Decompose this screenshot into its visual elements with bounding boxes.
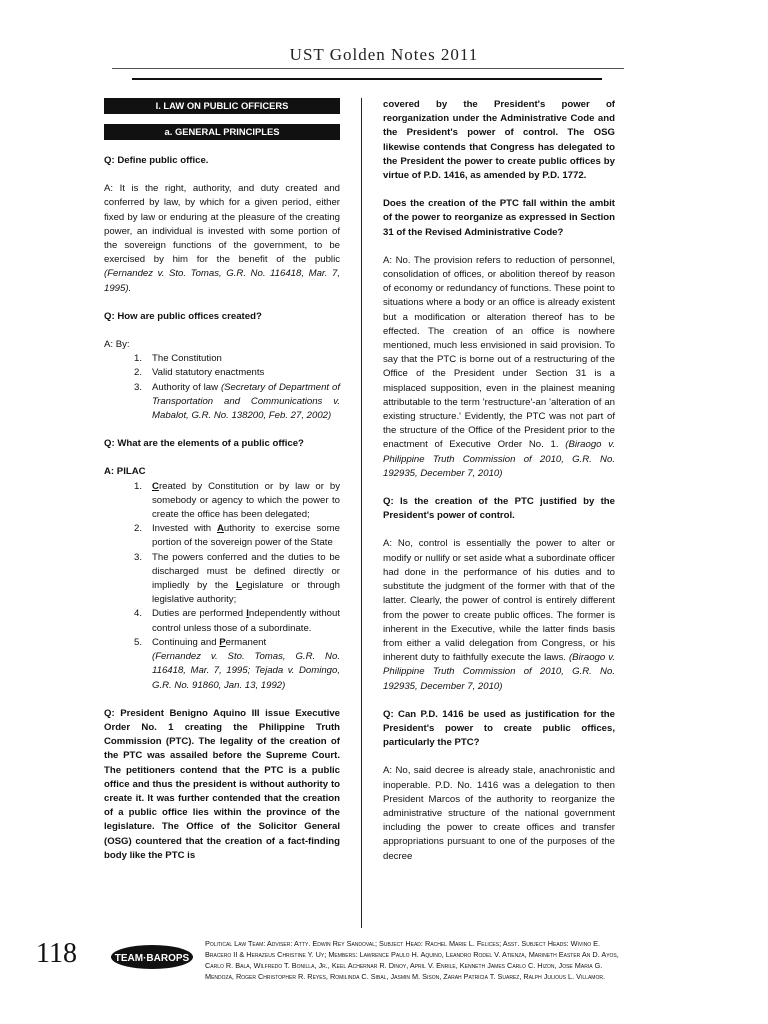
list-item: 3. The powers conferred and the duties to be discharged must be defined directly or impliedly by the Legislature or through legislative authority; [133,551,340,606]
elements-list [104,480,340,650]
list-item: 5. Continuing and Permanent [133,636,267,648]
question-ptc-continued: covered by the President's power of reorganization under the Administrative Code and the President's power of control. The OSG likewise contends that Congress has delegated to the President the power to create public offices by virtue of P.D. 1416, as amended by P.D. 1772. [383,99,615,182]
creation-list [104,352,340,423]
page-number: 118 [36,938,77,969]
answer-intro: A: PILAC [104,466,146,478]
question-pd-1416: Q: Can P.D. 1416 be used as justification for the President's power to create public offices, particularly the PTC? [383,708,615,749]
question-define-public-office: Q: Define public office. [104,155,209,166]
question-reorganize: Does the creation of the PTC fall within the ambit of the power to reorganize as expressed in Section 31 of the Revised Administrative Code? [383,198,615,238]
running-header: UST Golden Notes 2011 [289,45,479,64]
subsection-banner: a. GENERAL PRINCIPLES [104,124,340,140]
list-item: 1. Created by Constitution or by law or by somebody or agency to which the power to create the office has been delegated; [133,480,340,521]
team-credits: Political Law Team: Adviser: Atty. Edwin Rey Sandoval; Subject Head: Rachel Marie L. Felices; Asst. Subject Heads: Wivino E. Bracero II & Herazeus Christine Y. Uy; Members: Lawrence Paulo H. Aquino, Leandro Rodel V. Atienza, Marineth Easter An D. Ayos, Carlo R. Bala, Wilfredo T. Bonilla, Jr., Keel Achernar R. Dinoy, April V. Enrile, Kenneth James Carlo C. Hizon, Jose Maria G. Mendoza, Roger Christopher R. Reyes, Romilinda C. Sibal, Jasmin M. Sison, Zarah Patricia T. Suarez, Ralph Julious L. Villamor. [205,939,619,981]
question-elements: Q: What are the elements of a public office? [104,438,304,450]
left-column [104,98,340,877]
column-divider [361,98,362,928]
list-item: 4. Duties are performed Independently without control unless those of a subordinate. [133,608,341,634]
barops-logo-icon [110,944,194,970]
answer-reorganize: A: No. The provision refers to reduction of personnel, consolidation of offices, or abolition thereof by reason of economy or redundancy of functions. These point to situations where a body or an office is already existent but a modification or alteration thereof has to be effected. The creation of an office is nowhere mentioned, much less envisioned in said provision. To say that the PTC is borne out of a restructuring of the Office of the President under Section 31 is a misplaced supposition, even in the plainest meaning attributable to the term 'restructure'-an 'alteration of an existing structure.' Evidently, the PTC was not part of the structure of the Office of the President prior to the enactment of Executive Order No. 1. (Biraogo v. Philippine Truth Commission of 2010, G.R. No. 192935, December 7, 2010) [383,254,615,479]
right-column [383,98,615,864]
list-item: 2. Invested with Authority to exercise some portion of the sovereign power of the State [133,523,340,549]
list-item: 3. Authority of law (Secretary of Department of Transportation and Communications v. Mabalot, G.R. No. 138200, Feb. 27, 2002) [133,381,340,422]
question-how-created: Q: How are public offices created? [104,310,262,322]
question-ptc: Q: President Benigno Aquino III issue Executive Order No. 1 creating the Philippine Truth Commission (PTC). The legality of the creation of the PTC was assailed before the Supreme Court. The petitioners contend that the PTC is a public office and thus the president is without authority to create it. It was further contended that the creation of a public office lies within the province of the legislature. The Office of the Solicitor General (OSG) countered that the creation of a fact-finding body like the PTC is [104,707,340,861]
answer-define-public-office: A: It is the right, authority, and duty created and conferred by law, by which for a given period, either fixed by law or enduring at the pleasure of the creating power, an individual is invested with some portion of the sovereign functions of the government, to be exercised by him for the benefit of the public (Fernandez v. Sto. Tomas, G.R. No. 116418, Mar. 7, 1995). [104,183,340,294]
list-item: 2. Valid statutory enactments [133,367,265,379]
header-rule [112,68,624,69]
answer-intro: A: By: [104,339,130,351]
header-rule-thick [132,78,602,80]
svg-text:TEAM·BAROPS: TEAM·BAROPS [114,953,190,964]
section-banner: I. LAW ON PUBLIC OFFICERS [104,98,340,114]
citation: (Fernandez v. Sto. Tomas, G.R. No. 116418, Mar. 7, 1995; Tejada v. Domingo, G.R. No. 91860, Jan. 13, 1992) [152,651,340,691]
question-power-of-control: Q: Is the creation of the PTC justified by the President's power of control. [383,496,615,522]
answer-pd-1416: A: No, said decree is already stale, anachronistic and inoperable. P.D. No. 1416 was a delegation to then President Marcos of the authority to reorganize the administrative structure of the national government including the power to create offices and transfer appropriations pursuant to one of the purposes of the decree [383,765,615,862]
answer-power-of-control: A: No, control is essentially the power to alter or modify or nullify or set aside what a subordinate officer had done in the performance of his duties and to substitute the judgment of the former with that of the latter. Clearly, the power of control is entirely different from the power to create public offices. The former is inherent in the Executive, while the latter finds basis from either a valid delegation from Congress, or his inherent duty to faithfully execute the laws. (Biraogo v. Philippine Truth Commission of 2010, G.R. No. 192935, December 7, 2010) [383,538,616,692]
list-item: 1. The Constitution [133,353,222,365]
team-barops-logo [110,944,194,970]
